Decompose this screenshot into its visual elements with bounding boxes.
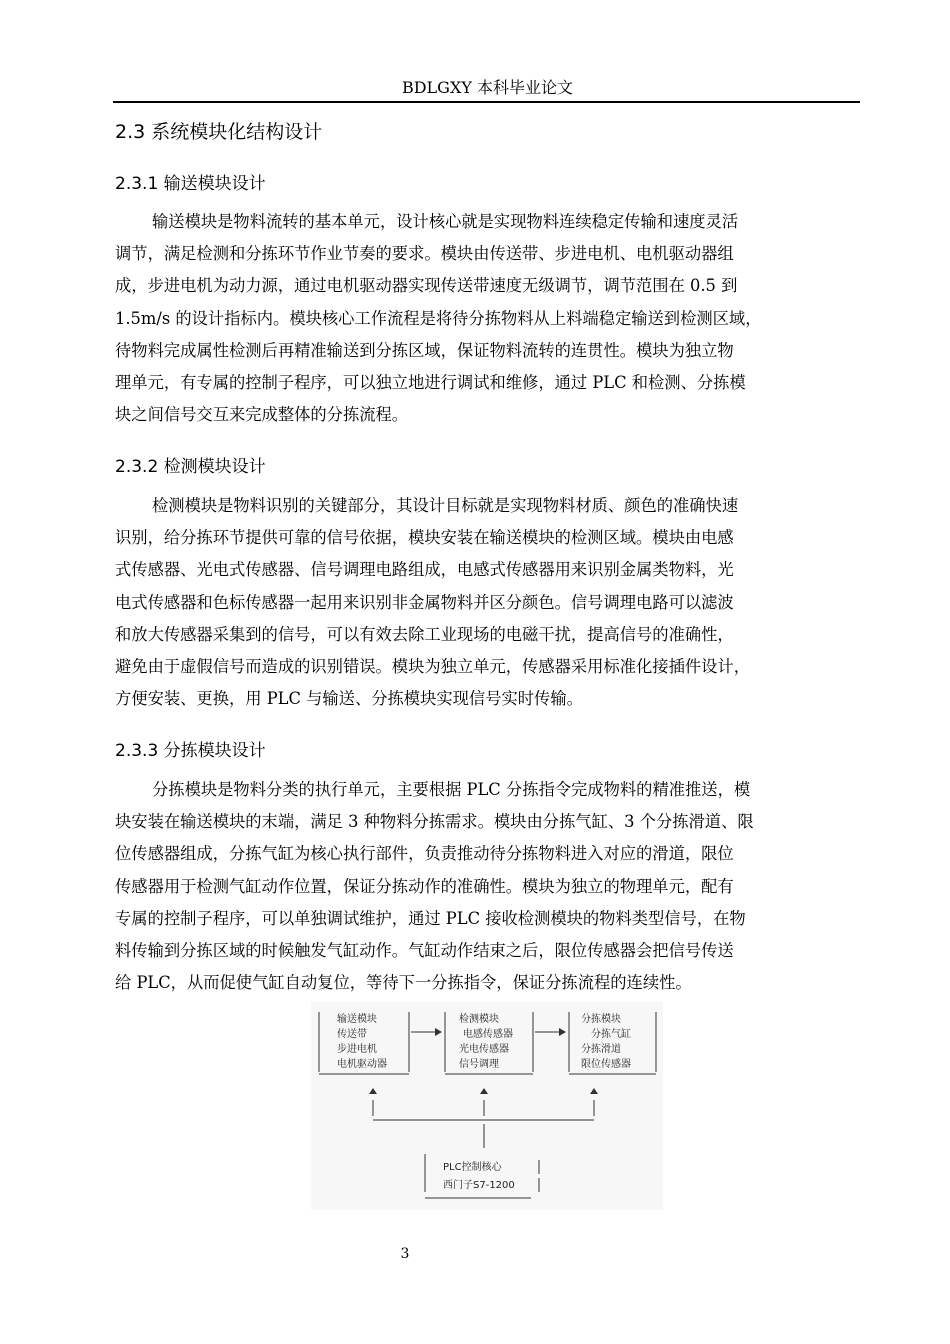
- text-line: 分拣模块是物料分类的执行单元，主要根据 PLC 分拣指令完成物料的精准推送，模: [152, 780, 751, 799]
- text-line: 成，步进电机为动力源，通过电机驱动器实现传送带速度无级调节，调节范围在 0.5 到: [115, 276, 738, 296]
- arrow-up: [590, 1088, 598, 1116]
- text-line: 传感器用于检测气缸动作位置，保证分拣动作的准确性。模块为独立的物理单元，配有: [115, 876, 734, 896]
- paragraph-2: [115, 490, 860, 715]
- diagram-box-label: 电机驱动器: [337, 1059, 387, 1070]
- diagram-box-label: 分拣模块: [581, 1014, 621, 1025]
- text-line: 1.5m/s 的设计指标内。模块核心工作流程是将待分拣物料从上料端稳定输送到检测区域，: [115, 308, 762, 328]
- text-line: 料传输到分拣区域的时候触发气缸动作。气缸动作结束之后，限位传感器会把信号传送: [115, 941, 734, 961]
- arrow-up: [480, 1088, 488, 1116]
- text-line: 输送模块是物料流转的基本单元，设计核心就是实现物料连续稳定传输和速度灵活: [152, 212, 739, 231]
- paragraph-3: [115, 774, 860, 999]
- diagram-box-conveyor: [319, 1012, 409, 1074]
- text-line: 电式传感器和色标传感器一起用来识别非金属物料并区分颜色。信号调理电路可以滤波: [115, 592, 734, 612]
- diagram-box-label: 电感传感器: [463, 1029, 513, 1040]
- diagram-box-label: 信号调理: [459, 1059, 499, 1070]
- arrow-right: [535, 1028, 566, 1036]
- text-line: 块之间信号交互来完成整体的分拣流程。: [115, 405, 409, 425]
- text-line: 检测模块是物料识别的关键部分，其设计目标就是实现物料材质、颜色的准确快速: [152, 496, 739, 515]
- text-line: 识别，给分拣环节提供可靠的信号依据，模块安装在输送模块的检测区域。模块由电感: [115, 528, 734, 548]
- text-line: 方便安装、更换，用 PLC 与输送、分拣模块实现信号实时传输。: [115, 689, 583, 709]
- section-title: 2.3 系统模块化结构设计: [115, 121, 323, 143]
- diagram-box-sorting: [569, 1012, 656, 1074]
- page-number: 3: [400, 1246, 410, 1262]
- arrow-right: [411, 1028, 442, 1036]
- text-line: 给 PLC，从而促使气缸自动复位，等待下一分拣指令，保证分拣流程的连续性。: [115, 973, 692, 993]
- diagram-box-detection: [445, 1012, 533, 1074]
- diagram-box-label: 分拣滑道: [581, 1044, 621, 1055]
- text-line: 避免由于虚假信号而造成的识别错误。模块为独立单元，传感器采用标准化接插件设计，: [115, 657, 750, 677]
- header-rule: [113, 101, 860, 103]
- text-line: 调节，满足检测和分拣环节作业节奏的要求。模块由传送带、步进电机、电机驱动器组: [115, 244, 734, 264]
- text-line: 理单元，有专属的控制子程序，可以独立地进行调试和维修，通过 PLC 和检测、分拣模: [115, 373, 746, 393]
- paragraph-1: [115, 206, 860, 431]
- diagram-box-label: 西门子S7-1200: [443, 1180, 515, 1191]
- diagram-box-label: 分拣气缸: [591, 1029, 631, 1040]
- subsection-title-1: 2.3.1 输送模块设计: [115, 174, 266, 194]
- subsection-title-3: 2.3.3 分拣模块设计: [115, 741, 266, 761]
- module-diagram: [311, 1002, 663, 1210]
- text-line: 式传感器、光电式传感器、信号调理电路组成，电感式传感器用来识别金属类物料，光: [115, 560, 734, 580]
- text-line: 位传感器组成，分拣气缸为核心执行部件，负责推动待分拣物料进入对应的滑道，限位: [115, 844, 734, 864]
- diagram-box-label: 检测模块: [459, 1014, 499, 1025]
- diagram-box-label: 输送模块: [337, 1014, 377, 1025]
- subsection-title-2: 2.3.2 检测模块设计: [115, 457, 266, 477]
- diagram-canvas: [311, 1002, 663, 1210]
- text-line: 专属的控制子程序，可以单独调试维护，通过 PLC 接收检测模块的物料类型信号，在物: [115, 908, 746, 928]
- arrow-up: [369, 1088, 377, 1116]
- connector-bus: [373, 1120, 594, 1148]
- diagram-box-plc: [425, 1154, 539, 1198]
- text-line: 和放大传感器采集到的信号，可以有效去除工业现场的电磁干扰，提高信号的准确性，: [115, 624, 734, 644]
- diagram-box-label: 光电传感器: [459, 1044, 509, 1055]
- header-title: BDLGXY 本科毕业论文: [401, 78, 574, 97]
- diagram-box-label: 传送带: [337, 1029, 367, 1040]
- text-line: 块安装在输送模块的末端，满足 3 种物料分拣需求。模块由分拣气缸、3 个分拣滑道、限: [115, 812, 754, 832]
- diagram-box-label: 步进电机: [337, 1044, 377, 1055]
- text-line: 待物料完成属性检测后再精准输送到分拣区域，保证物料流转的连贯性。模块为独立物: [115, 340, 734, 360]
- diagram-box-label: 限位传感器: [581, 1059, 631, 1070]
- diagram-box-label: PLC控制核心: [443, 1162, 502, 1173]
